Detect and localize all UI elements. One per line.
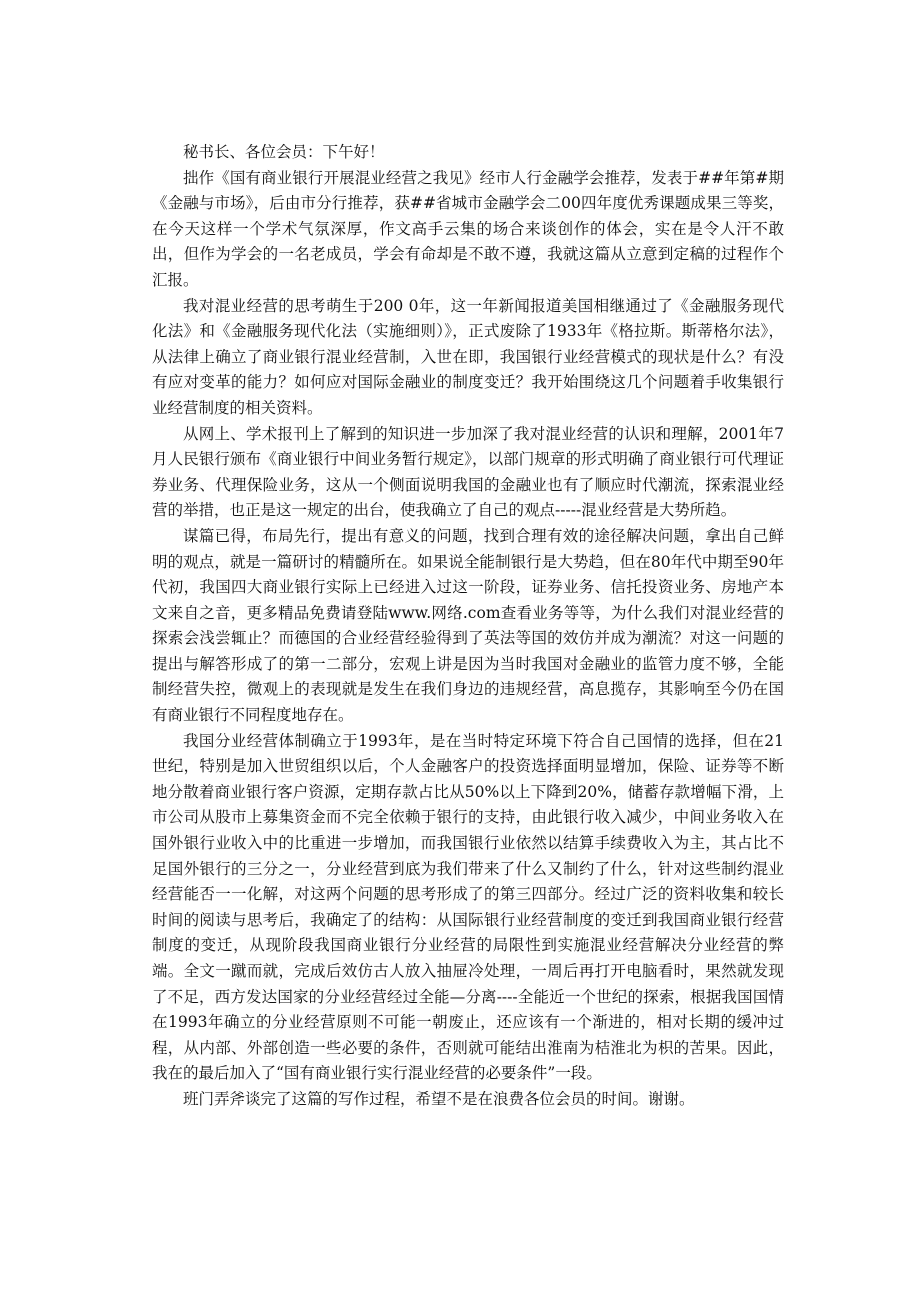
paragraph-intro: 拙作《国有商业银行开展混业经营之我见》经市人行金融学会推荐，发表于##年第#期《金融与市场》，后由市分行推荐，获##省城市金融学会二00四年度优秀课题成果三等奖，在今天这样一个学术气氛深厚，作文高手云集的场合来谈创作的体会，实在是令人汗不敢出，但作为学会的一名老成员，学会有命却是不敢不遵，我就这篇从立意到定稿的过程作个汇报。 [152,168,784,289]
paragraph-research: 从网上、学术报刊上了解到的知识进一步加深了我对混业经营的认识和理解，2001年7月人民银行颁布《商业银行中间业务暂行规定》，以部门规章的形式明确了商业银行可代理证券业务、代理保险业务，这从一个侧面说明我国的金融业也有了顺应时代潮流，探索混业经营的举措，也正是这一规定的出台，使我确立了自己的观点-----混业经营是大势所趋。 [152,424,784,520]
paragraph-closing: 班门弄斧谈完了这篇的写作过程，希望不是在浪费各位会员的时间。谢谢。 [183,1089,695,1108]
document-body [152,140,784,1113]
paragraph-greeting: 秘书长、各位会员：下午好！ [183,143,385,161]
paragraph-origin: 我对混业经营的思考萌生于200 0年，这一年新闻报道美国相继通过了《金融服务现代化法》和《金融服务现代化法（实施细则）》，正式废除了1933年《格拉斯。斯蒂格尔法》，从法律上确立了商业银行混业经营制，入世在即，我国银行业经营模式的现状是什么？有没有应对变革的能力？如何应对国际金融业的制度变迁？我开始围绕这几个问题着手收集银行业经营制度的相关资料。 [152,296,784,417]
paragraph-analysis: 我国分业经营体制确立于1993年，是在当时特定环境下符合自己国情的选择，但在21世纪，特别是加入世贸组织以后，个人金融客户的投资选择面明显增加，保险、证券等不断地分散着商业银行客户资源，定期存款占比从50%以上下降到20%，储蓄存款增幅下滑，上市公司从股市上募集资金而不完全依赖于银行的支持，由此银行收入减少，中间业务收入在国外银行业收入中的比重进一步增加，而我国银行业依然以结算手续费收入为主，其占比不足国外银行的三分之一，分业经营到底为我们带来了什么又制约了什么，针对这些制约混业经营能否一一化解，对这两个问题的思考形成了的第三四部分。经过广泛的资料收集和较长时间的阅读与思考后，我确定了的结构：从国际银行业经营制度的变迁到我国商业银行经营制度的变迁，从现阶段我国商业银行分业经营的局限性到实施混业经营解决分业经营的弊端。全文一蹴而就，完成后效仿古人放入抽屉冷处理，一周后再打开电脑看时，果然就发现了不足，西方发达国家的分业经营经过全能—分离----全能近一个世纪的探索，根据我国国情在1993年确立的分业经营原则不可能一朝废止，还应该有一个渐进的，相对长期的缓冲过程，从内部、外部创造一些必要的条件，否则就可能结出淮南为桔淮北为枳的苦果。因此，我在的最后加入了“国有商业银行实行混业经营的必要条件”一段。 [152,731,784,1083]
paragraph-structure: 谋篇已得，布局先行，提出有意义的问题，找到合理有效的途径解决问题，拿出自己鲜明的观点，就是一篇研讨的精髓所在。如果说全能制银行是大势趋，但在80年代中期至90年代初，我国四大商业银行实际上已经进入过这一阶段，证券业务、信托投资业务、房地产本文来自之音，更多精品免费请登陆www.网络.com查看业务等等，为什么我们对混业经营的探索会浅尝辄止？而德国的合业经营经验得到了英法等国的效仿并成为潮流？对这一问题的提出与解答形成了的第一二部分，宏观上讲是因为当时我国对金融业的监管力度不够，全能制经营失控，微观上的表现就是发生在我们身边的违规经营，高息揽存，其影响至今仍在国有商业银行不同程度地存在。 [152,526,784,725]
